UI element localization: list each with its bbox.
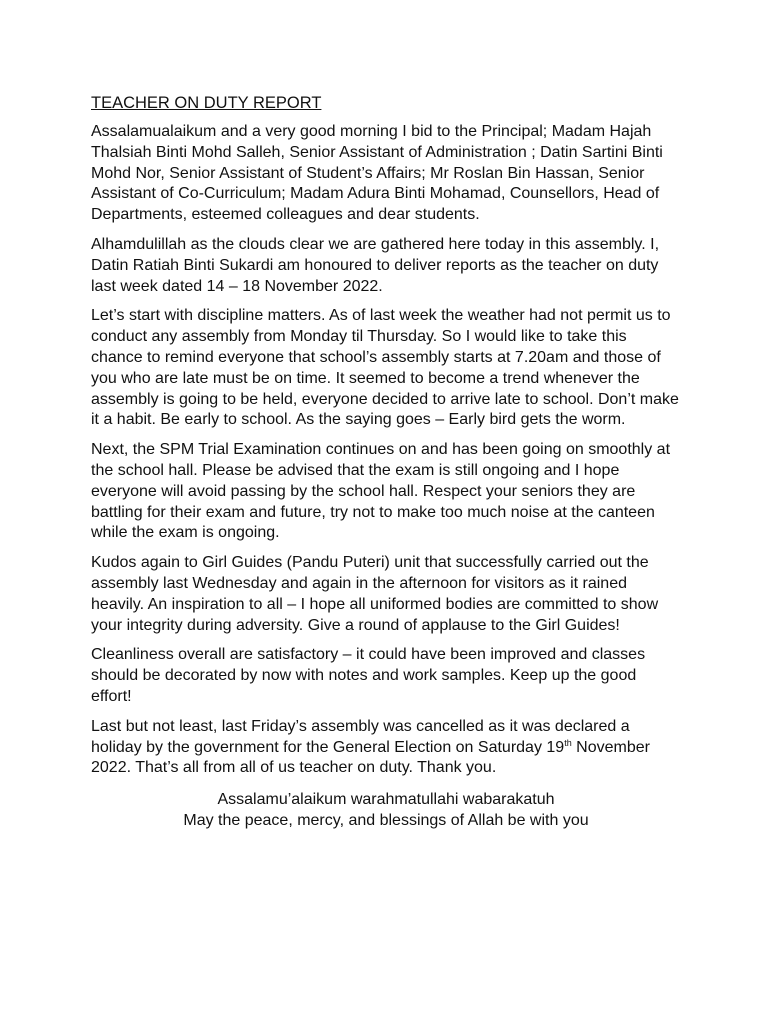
closing-remarks-text-start: Last but not least, last Friday’s assembly was cancelled as it was declared a holiday by the government for the General Election on Saturday 19: [91, 717, 630, 756]
paragraph-discipline: Let’s start with discipline matters. As of last week the weather had not permit us to conduct any assembly from Monday til Thursday. So I would like to take this chance to remind everyone that school’s assembly starts at 7.20am and those of you who are late must be on time. It seemed to become a trend whenever the assembly is going to be held, everyone decided to arrive late to school. Don’t make it a habit. Be early to school. As the saying goes – Early bird gets the worm.: [91, 307, 679, 429]
paragraph-greeting: Assalamualaikum and a very good morning I bid to the Principal; Madam Hajah Thalsiah Binti Mohd Salleh, Senior Assistant of Administration ; Datin Sartini Binti Mohd Nor, Senior Assistant of Student’s Affairs; Mr Roslan Bin Hassan, Senior Assistant of Co-Curriculum; Madam Adura Binti Mohamad, Counsellors, Head of Departments, esteemed colleagues and dear students.: [91, 123, 663, 224]
report-title: TEACHER ON DUTY REPORT: [91, 94, 322, 112]
ordinal-suffix: th: [564, 737, 572, 748]
paragraph-cleanliness: Cleanliness overall are satisfactory – it could have been improved and classes should be decorated by now with notes and work samples. Keep up the good effort!: [91, 646, 646, 705]
closing-salutation: [91, 790, 681, 831]
paragraph-closing-remarks: [91, 717, 681, 779]
paragraph-examination: Next, the SPM Trial Examination continues on and has been going on smoothly at the school hall. Please be advised that the exam is still ongoing and I hope everyone will avoid passing by the school hall. Respect your seniors they are battling for their exam and future, try not to make too much noise at the canteen while the exam is ongoing.: [91, 441, 671, 542]
closing-salutation-arabic: Assalamu’alaikum warahmatullahi wabarakatuh: [217, 791, 555, 809]
paragraph-introduction: Alhamdulillah as the clouds clear we are gathered here today in this assembly. I, Datin Ratiah Binti Sukardi am honoured to deliver reports as the teacher on duty last week dated 14 – 18 November 2022.: [91, 235, 660, 295]
paragraph-girl-guides: Kudos again to Girl Guides (Pandu Puteri) unit that successfully carried out the assembly last Wednesday and again in the afternoon for visitors as it rained heavily. An inspiration to all – I hope all uniformed bodies are committed to show your integrity during adversity. Give a round of applause to the Girl Guides!: [91, 554, 659, 634]
document-page: [91, 93, 681, 831]
closing-salutation-english: May the peace, mercy, and blessings of Allah be with you: [183, 811, 589, 829]
closing-remarks-text-end: November 2022. That’s all from all of us teacher on duty. Thank you.: [91, 738, 650, 777]
